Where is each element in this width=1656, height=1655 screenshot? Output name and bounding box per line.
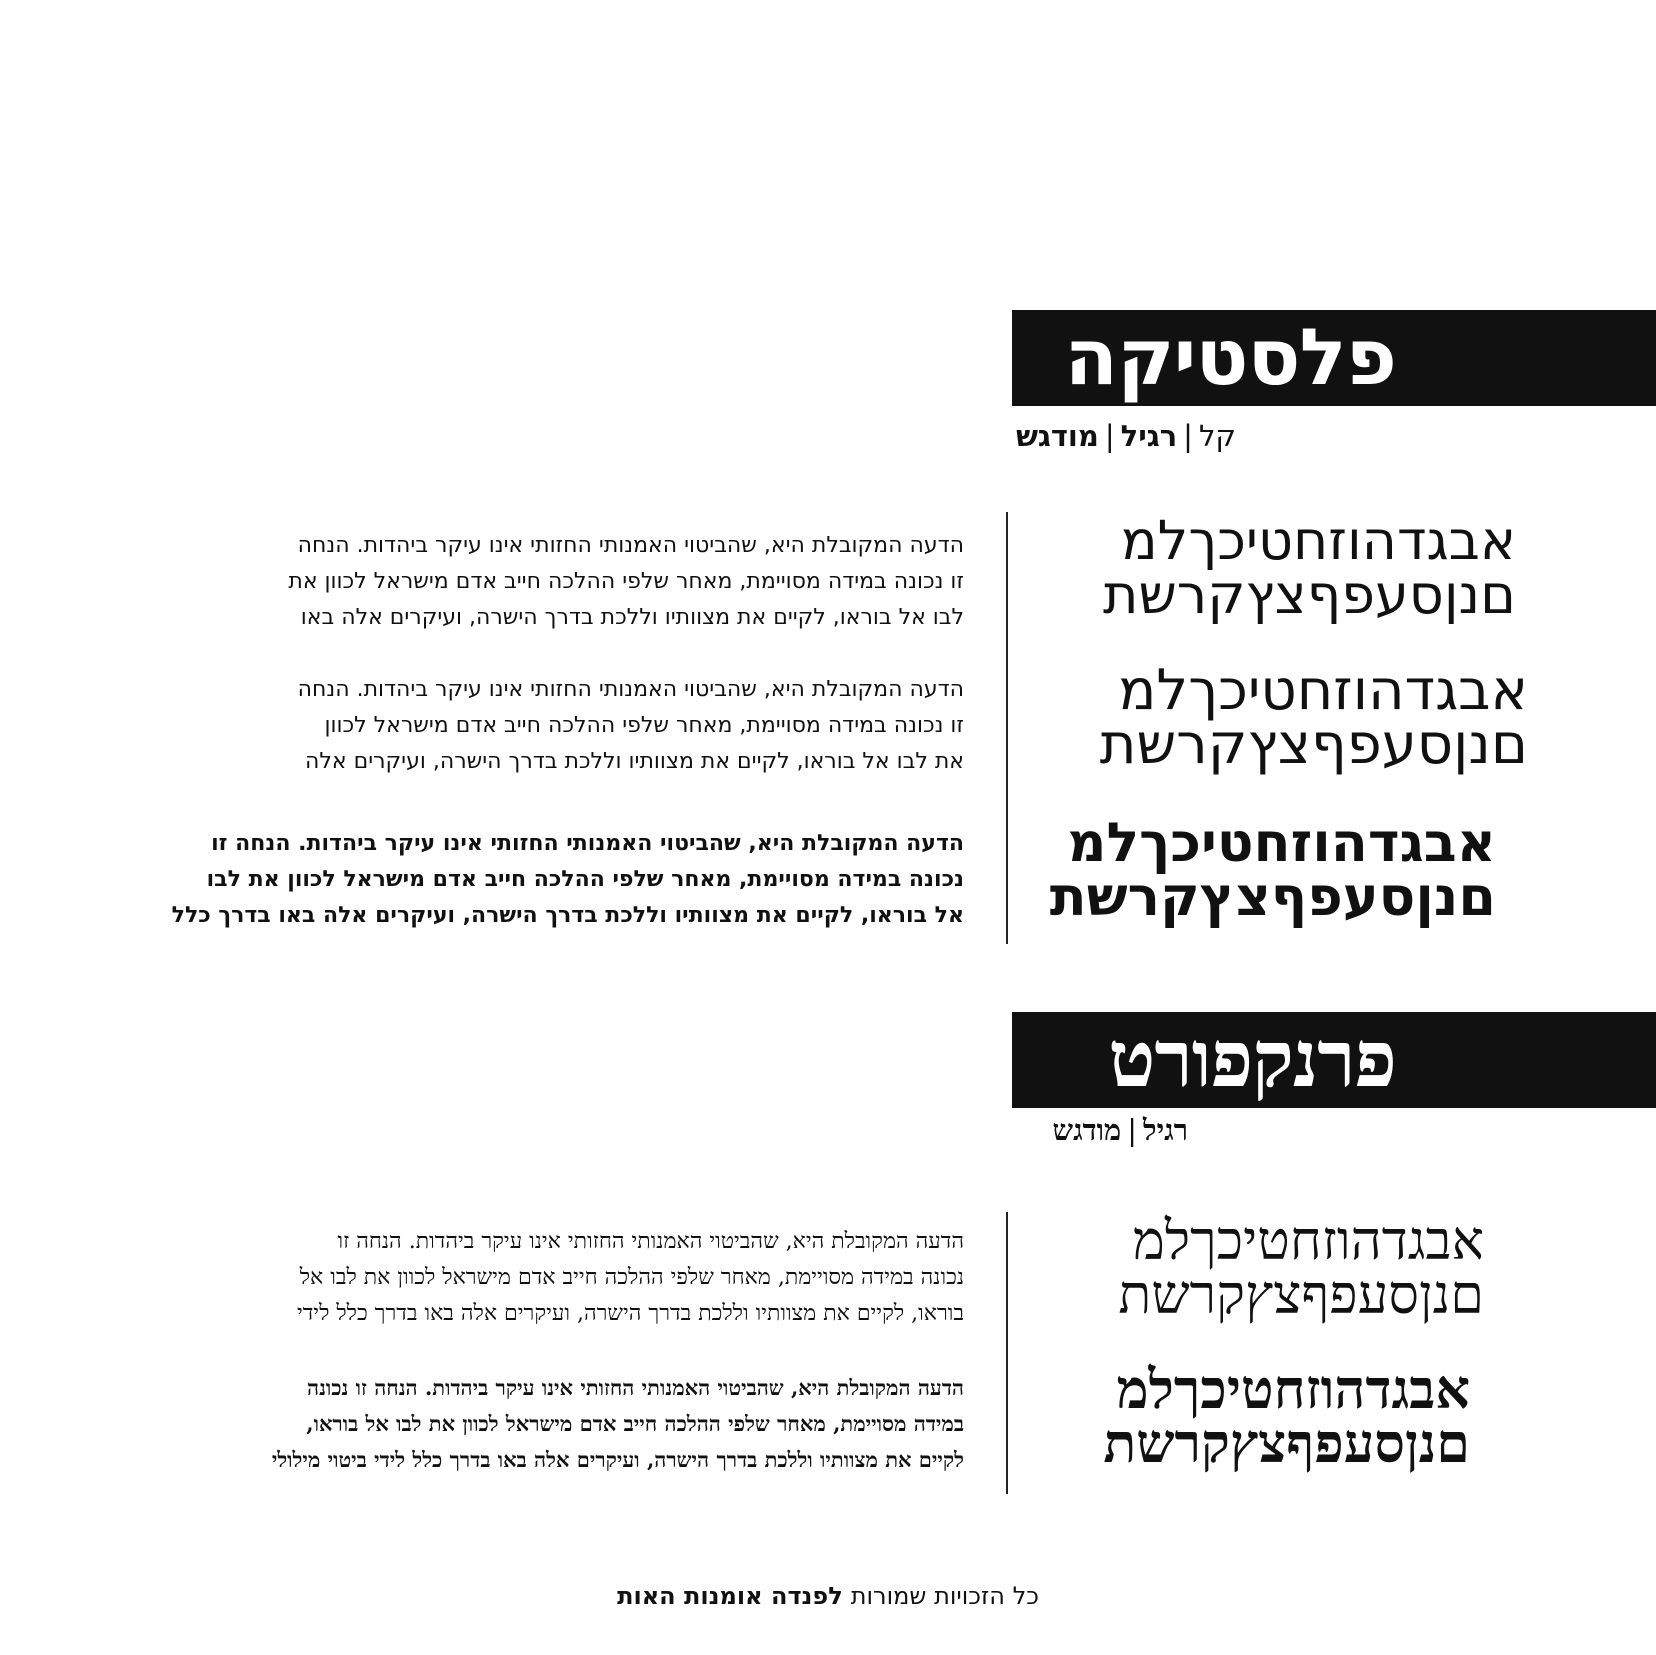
section-title-banner [1012,310,1656,406]
weight-separator: | [1127,1113,1137,1147]
paragraph-line: הדעה המקובלת היא, שהביטוי האמנותי החזותי אינו עיקר ביהדות. הנחה זו [337,1229,964,1254]
section-title-banner [1012,1012,1656,1108]
alphabet-specimen [1049,811,1496,928]
paragraph-line: בוראו, לקיים את מצוותיו וללכת בדרך הישרה, ועיקרים אלה באו בדרך כלל לידי [296,1301,964,1326]
sample-paragraph [160,826,964,934]
paragraph-line: זו נכונה במידה מסויימת, מאחר שלפי ההלכה חייב אדם מישראל לכוון את [288,569,964,594]
divider-rule [1006,1212,1008,1494]
paragraph-line: זו נכונה במידה מסויימת, מאחר שלפי ההלכה חייב אדם מישראל לכוון [324,713,964,738]
alphabet-specimen [1118,1209,1484,1326]
paragraph-line: הדעה המקובלת היא, שהביטוי האמנותי החזותי אינו עיקר ביהדות. הנחה זו [211,831,964,856]
paragraph-line: נכונה במידה מסויימת, מאחר שלפי ההלכה חייב אדם מישראל לכוון את לבו אל [299,1265,964,1290]
weight-list [1052,1113,1188,1147]
weight-separator: | [1183,419,1193,453]
weight-label: מודגש [1015,419,1099,453]
weight-label: קל [1198,419,1236,453]
paragraph-line: במידה מסויימת, מאחר שלפי ההלכה חייב אדם מישראל לכוון את לבו אל בוראו, [306,1411,964,1436]
paragraph-line: אל בוראו, לקיים את מצוותיו וללכת בדרך הישרה, ועיקרים אלה באו בדרך כלל [171,903,964,928]
divider-rule [1006,512,1008,944]
alphabet-line: אבגדהוזחטיכךלמ [1067,811,1496,874]
alphabet-line: אבגדהוזחטיכךלמ [1120,509,1516,572]
paragraph-line: הדעה המקובלת היא, שהביטוי האמנותי החזותי אינו עיקר ביהדות. הנחה [297,533,964,558]
paragraph-line: את לבו אל בוראו, לקיים את מצוותיו וללכת בדרך הישרה, ועיקרים אלה [305,749,964,774]
sample-paragraph [160,1224,964,1332]
paragraph-line: לבו אל בוראו, לקיים את מצוותיו וללכת בדרך הישרה, ועיקרים אלה באו [300,605,964,630]
weight-separator: | [1104,419,1115,453]
copyright-text: כל הזכויות שמורות [850,1582,1039,1610]
alphabet-line: אבגדהוזחטיכךלמ [1118,658,1528,723]
alphabet-line: םנןסעפףצץקרשת [1118,1263,1484,1326]
alphabet-line: םנןסעפףצץקרשת [1103,563,1516,626]
weight-label: רגיל [1143,1113,1188,1147]
alphabet-specimen [1099,658,1528,777]
weight-label: מודגש [1052,1113,1122,1147]
paragraph-line: לקיים את מצוותיו וללכת בדרך הישרה, ועיקרים אלה באו בדרך כלל לידי ביטוי מילולי [271,1447,964,1472]
alphabet-line: אבגדהוזחטיכךלמ [1116,1357,1470,1421]
sample-paragraph [160,1370,964,1478]
paragraph-line: הדעה המקובלת היא, שהביטוי האמנותי החזותי אינו עיקר ביהדות. הנחה [297,677,964,702]
paragraph-line: הדעה המקובלת היא, שהביטוי האמנותי החזותי אינו עיקר ביהדות. הנחה זו נכונה [307,1375,964,1400]
weight-label: רגיל [1120,419,1178,453]
alphabet-line: אבגדהוזחטיכךלמ [1132,1209,1484,1272]
alphabet-line: םנןסעפףצץקרשת [1049,865,1496,928]
weight-list [1015,419,1236,453]
brand-name: לפנדה אומנות האות [617,1582,843,1610]
sample-paragraph [160,528,964,636]
section-title: פלסטיקה [1064,313,1396,403]
paragraph-line: נכונה במידה מסויימת, מאחר שלפי ההלכה חייב אדם מישראל לכוון את לבו [206,867,964,892]
alphabet-specimen [1103,509,1516,626]
section-title: פרנקפורט [1108,1014,1396,1105]
copyright-footer [0,1584,1656,1608]
sample-paragraph [160,672,964,780]
alphabet-specimen [1103,1357,1470,1475]
alphabet-line: םנןסעפףצץקרשת [1099,712,1528,777]
alphabet-line: םנןסעפףצץקרשת [1103,1411,1470,1475]
